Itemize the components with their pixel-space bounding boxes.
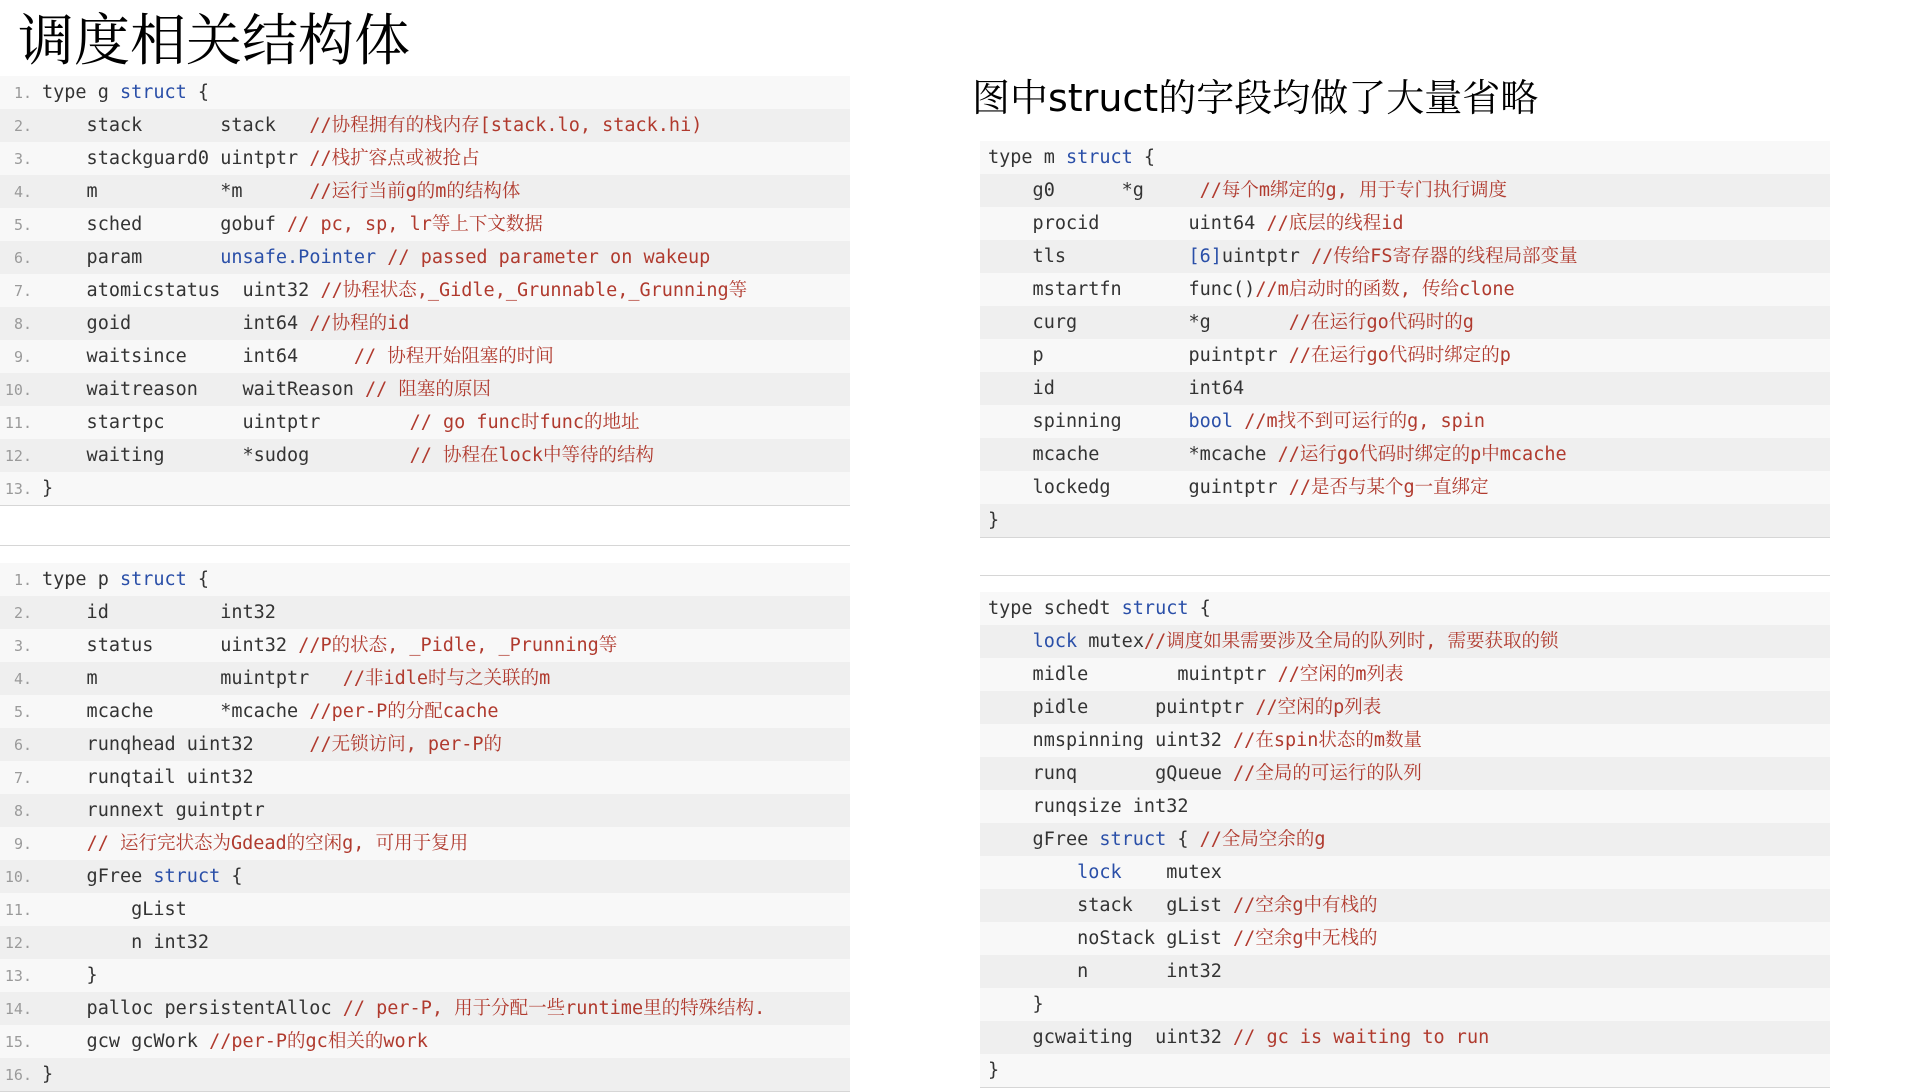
code-text	[42, 833, 87, 854]
code-text: }	[42, 478, 54, 499]
code-line	[980, 405, 1830, 438]
code-text: m *m	[42, 181, 310, 202]
code-line	[0, 1025, 850, 1058]
code-text	[1233, 411, 1244, 432]
code-comment: // per-P, 用于分配一些runtime里的特殊结构.	[342, 998, 766, 1019]
code-text: runnext guintptr	[42, 800, 265, 821]
code-text: pidle puintptr	[988, 697, 1256, 718]
code-text: }	[42, 1064, 54, 1085]
code-text: {	[186, 569, 210, 590]
code-text: p puintptr	[988, 345, 1289, 366]
code-line	[0, 274, 850, 307]
line-number: 1.	[13, 84, 32, 102]
code-line	[980, 790, 1830, 823]
code-text: stackguard0 uintptr	[42, 148, 310, 169]
schedt-struct-code-block	[980, 592, 1830, 1088]
code-comment: //全局的可运行的队列	[1233, 763, 1422, 784]
code-line	[0, 728, 850, 761]
code-comment: //底层的线程id	[1266, 213, 1404, 234]
line-number: 12.	[4, 447, 32, 465]
code-line	[0, 926, 850, 959]
code-line	[980, 273, 1830, 306]
code-line	[980, 658, 1830, 691]
code-text: gFree	[42, 866, 154, 887]
code-line	[0, 142, 850, 175]
code-keyword: [6]	[1188, 246, 1222, 267]
code-text: {	[1166, 829, 1200, 850]
g-struct-code-block	[0, 76, 850, 506]
code-line	[980, 922, 1830, 955]
code-text: waitreason waitReason	[42, 379, 366, 400]
line-number: 16.	[4, 1066, 32, 1084]
code-comment: //m启动时的函数, 传给clone	[1255, 279, 1515, 300]
code-text: {	[186, 82, 210, 103]
line-number: 7.	[13, 769, 32, 787]
code-text: gcw gcWork	[42, 1031, 210, 1052]
line-number: 13.	[4, 967, 32, 985]
code-line	[0, 893, 850, 926]
code-line	[980, 592, 1830, 625]
code-text: waiting *sudog	[42, 445, 410, 466]
code-keyword: bool	[1188, 411, 1234, 432]
code-comment: //调度如果需要涉及全局的队列时, 需要获取的锁	[1143, 631, 1559, 652]
code-comment: //是否与某个g一直绑定	[1288, 477, 1489, 498]
page-title: 调度相关结构体	[18, 9, 410, 74]
code-line	[0, 208, 850, 241]
code-text: type g	[42, 82, 120, 103]
code-text: gList	[42, 899, 187, 920]
code-text: uintptr	[1221, 246, 1312, 267]
line-number: 10.	[4, 381, 32, 399]
line-number: 8.	[13, 802, 32, 820]
code-line	[980, 174, 1830, 207]
code-comment: //无锁访问, per-P的	[309, 734, 503, 755]
code-line	[980, 889, 1830, 922]
code-line	[0, 109, 850, 142]
code-text	[988, 631, 1033, 652]
code-text: runqsize int32	[988, 796, 1189, 817]
line-number: 5.	[13, 216, 32, 234]
code-line	[0, 241, 850, 274]
code-comment: // 协程在lock中等待的结构	[409, 445, 655, 466]
code-line	[0, 76, 850, 109]
line-number: 1.	[13, 571, 32, 589]
code-text: {	[1132, 147, 1156, 168]
line-number: 12.	[4, 934, 32, 952]
code-line	[0, 1058, 850, 1091]
code-text: {	[220, 866, 243, 887]
code-text: g0 *g	[988, 180, 1200, 201]
code-comment: //在spin状态的m数量	[1233, 730, 1423, 751]
code-text: sched gobuf	[42, 214, 288, 235]
code-comment: //全局空余的g	[1199, 829, 1326, 850]
code-text: runqtail uint32	[42, 767, 254, 788]
code-line	[980, 141, 1830, 174]
code-text: }	[988, 510, 1000, 531]
code-comment: //空闲的m列表	[1277, 664, 1404, 685]
line-number: 15.	[4, 1033, 32, 1051]
line-number: 4.	[13, 670, 32, 688]
line-number: 14.	[4, 1000, 32, 1018]
code-text: nmspinning uint32	[988, 730, 1234, 751]
code-line	[980, 504, 1830, 537]
block-divider	[980, 575, 1830, 576]
code-line	[0, 439, 850, 472]
code-text: goid int64	[42, 313, 310, 334]
code-text: mstartfn func()	[988, 279, 1256, 300]
code-comment: // passed parameter on wakeup	[387, 247, 711, 268]
code-line	[0, 472, 850, 505]
code-text: id int64	[988, 378, 1245, 399]
code-text: m muintptr	[42, 668, 343, 689]
code-keyword: struct	[1065, 147, 1133, 168]
code-line	[980, 339, 1830, 372]
code-line	[980, 207, 1830, 240]
code-line	[980, 471, 1830, 504]
code-line	[0, 629, 850, 662]
code-line	[0, 307, 850, 340]
line-number: 6.	[13, 249, 32, 267]
code-line	[0, 340, 850, 373]
code-line	[980, 955, 1830, 988]
code-text: stack stack	[42, 115, 310, 136]
code-text: mutex	[1121, 862, 1222, 883]
code-text: stack gList	[988, 895, 1234, 916]
code-comment: // pc, sp, lr等上下文数据	[287, 214, 543, 235]
line-number: 9.	[13, 348, 32, 366]
code-line	[0, 373, 850, 406]
code-text: id int32	[42, 602, 276, 623]
code-text: midle muintptr	[988, 664, 1278, 685]
code-text: type m	[988, 147, 1066, 168]
code-line	[0, 563, 850, 596]
code-text: tls	[988, 246, 1189, 267]
code-text	[988, 862, 1077, 883]
code-comment: //每个m绑定的g, 用于专门执行调度	[1199, 180, 1507, 201]
code-line	[980, 823, 1830, 856]
code-line	[980, 372, 1830, 405]
code-line	[980, 438, 1830, 471]
code-comment: // 协程开始阻塞的时间	[353, 346, 554, 367]
block-divider	[0, 545, 850, 546]
code-line	[0, 596, 850, 629]
code-line	[980, 724, 1830, 757]
code-text: waitsince int64	[42, 346, 354, 367]
code-keyword: lock	[1077, 862, 1122, 883]
code-text	[376, 247, 387, 268]
code-line	[980, 306, 1830, 339]
line-number: 7.	[13, 282, 32, 300]
code-line	[980, 856, 1830, 889]
code-line	[980, 240, 1830, 273]
code-line	[0, 175, 850, 208]
code-line	[980, 1021, 1830, 1054]
code-comment: //在运行go代码时的g	[1288, 312, 1474, 333]
code-text: status uint32	[42, 635, 299, 656]
code-text: mcache *mcache	[42, 701, 310, 722]
code-comment: //运行go代码时绑定的p中mcache	[1277, 444, 1567, 465]
code-comment: //空余g中有栈的	[1233, 895, 1378, 916]
line-number: 3.	[13, 637, 32, 655]
line-number: 2.	[13, 117, 32, 135]
code-text: mutex	[1077, 631, 1144, 652]
code-comment: // 阻塞的原因	[365, 379, 491, 400]
code-comment: //在运行go代码时绑定的p	[1288, 345, 1511, 366]
code-keyword: struct	[1121, 598, 1189, 619]
code-line	[980, 691, 1830, 724]
code-text: procid uint64	[988, 213, 1267, 234]
code-keyword: struct	[119, 82, 187, 103]
line-number: 11.	[4, 414, 32, 432]
code-text: atomicstatus uint32	[42, 280, 321, 301]
line-number: 5.	[13, 703, 32, 721]
code-keyword: struct	[153, 866, 221, 887]
code-text: lockedg guintptr	[988, 477, 1289, 498]
code-text: {	[1188, 598, 1211, 619]
code-line	[980, 988, 1830, 1021]
code-comment: // 运行完状态为Gdead的空闲g, 可用于复用	[86, 833, 469, 854]
code-comment: //P的状态, _Pidle, _Prunning等	[298, 635, 618, 656]
line-number: 11.	[4, 901, 32, 919]
omission-note: 图中struct的字段均做了大量省略	[972, 76, 1539, 120]
code-line	[980, 625, 1830, 658]
code-text: runqhead uint32	[42, 734, 310, 755]
code-comment: //m找不到可运行的g, spin	[1244, 411, 1486, 432]
code-comment: //per-P的gc相关的work	[209, 1031, 428, 1052]
code-line	[0, 827, 850, 860]
code-line	[0, 662, 850, 695]
m-struct-code-block	[980, 141, 1830, 538]
code-text: curg *g	[988, 312, 1289, 333]
code-line	[980, 757, 1830, 790]
code-text: noStack gList	[988, 928, 1234, 949]
code-comment: //栈扩容点或被抢占	[309, 148, 480, 169]
code-text: }	[988, 1060, 1000, 1081]
code-comment: // go func时func的地址	[409, 412, 640, 433]
code-line	[0, 992, 850, 1025]
code-text: n int32	[988, 961, 1222, 982]
line-number: 3.	[13, 150, 32, 168]
code-text: n int32	[42, 932, 210, 953]
code-text: param	[42, 247, 221, 268]
code-text: type schedt	[988, 598, 1122, 619]
code-line	[980, 1054, 1830, 1087]
code-line	[0, 959, 850, 992]
p-struct-code-block	[0, 563, 850, 1092]
line-number: 8.	[13, 315, 32, 333]
code-text: palloc persistentAlloc	[42, 998, 343, 1019]
code-keyword: unsafe.Pointer	[220, 247, 377, 268]
code-text: gFree	[988, 829, 1100, 850]
code-keyword: struct	[119, 569, 187, 590]
code-comment: //非idle时与之关联的m	[342, 668, 551, 689]
code-line	[0, 794, 850, 827]
code-keyword: struct	[1099, 829, 1167, 850]
code-comment: //运行当前g的m的结构体	[309, 181, 521, 202]
code-comment: //协程状态,_Gidle,_Grunnable,_Grunning等	[320, 280, 748, 301]
line-number: 13.	[4, 480, 32, 498]
code-text: gcwaiting uint32	[988, 1027, 1234, 1048]
code-line	[0, 860, 850, 893]
code-text: spinning	[988, 411, 1189, 432]
code-comment: //空闲的p列表	[1255, 697, 1382, 718]
line-number: 6.	[13, 736, 32, 754]
code-comment: //协程的id	[309, 313, 410, 334]
code-comment: // gc is waiting to run	[1233, 1027, 1490, 1048]
code-text: }	[988, 994, 1044, 1015]
code-comment: //per-P的分配cache	[309, 701, 499, 722]
code-text: mcache *mcache	[988, 444, 1278, 465]
code-keyword: lock	[1032, 631, 1078, 652]
code-text: type p	[42, 569, 120, 590]
line-number: 2.	[13, 604, 32, 622]
code-text: runq gQueue	[988, 763, 1234, 784]
code-line	[0, 761, 850, 794]
code-comment: //协程拥有的栈内存[stack.lo, stack.hi)	[309, 115, 703, 136]
code-comment: //传给FS寄存器的线程局部变量	[1311, 246, 1578, 267]
line-number: 4.	[13, 183, 32, 201]
code-line	[0, 406, 850, 439]
code-comment: //空余g中无栈的	[1233, 928, 1378, 949]
code-text: }	[42, 965, 98, 986]
line-number: 10.	[4, 868, 32, 886]
code-line	[0, 695, 850, 728]
line-number: 9.	[13, 835, 32, 853]
code-text: startpc uintptr	[42, 412, 410, 433]
